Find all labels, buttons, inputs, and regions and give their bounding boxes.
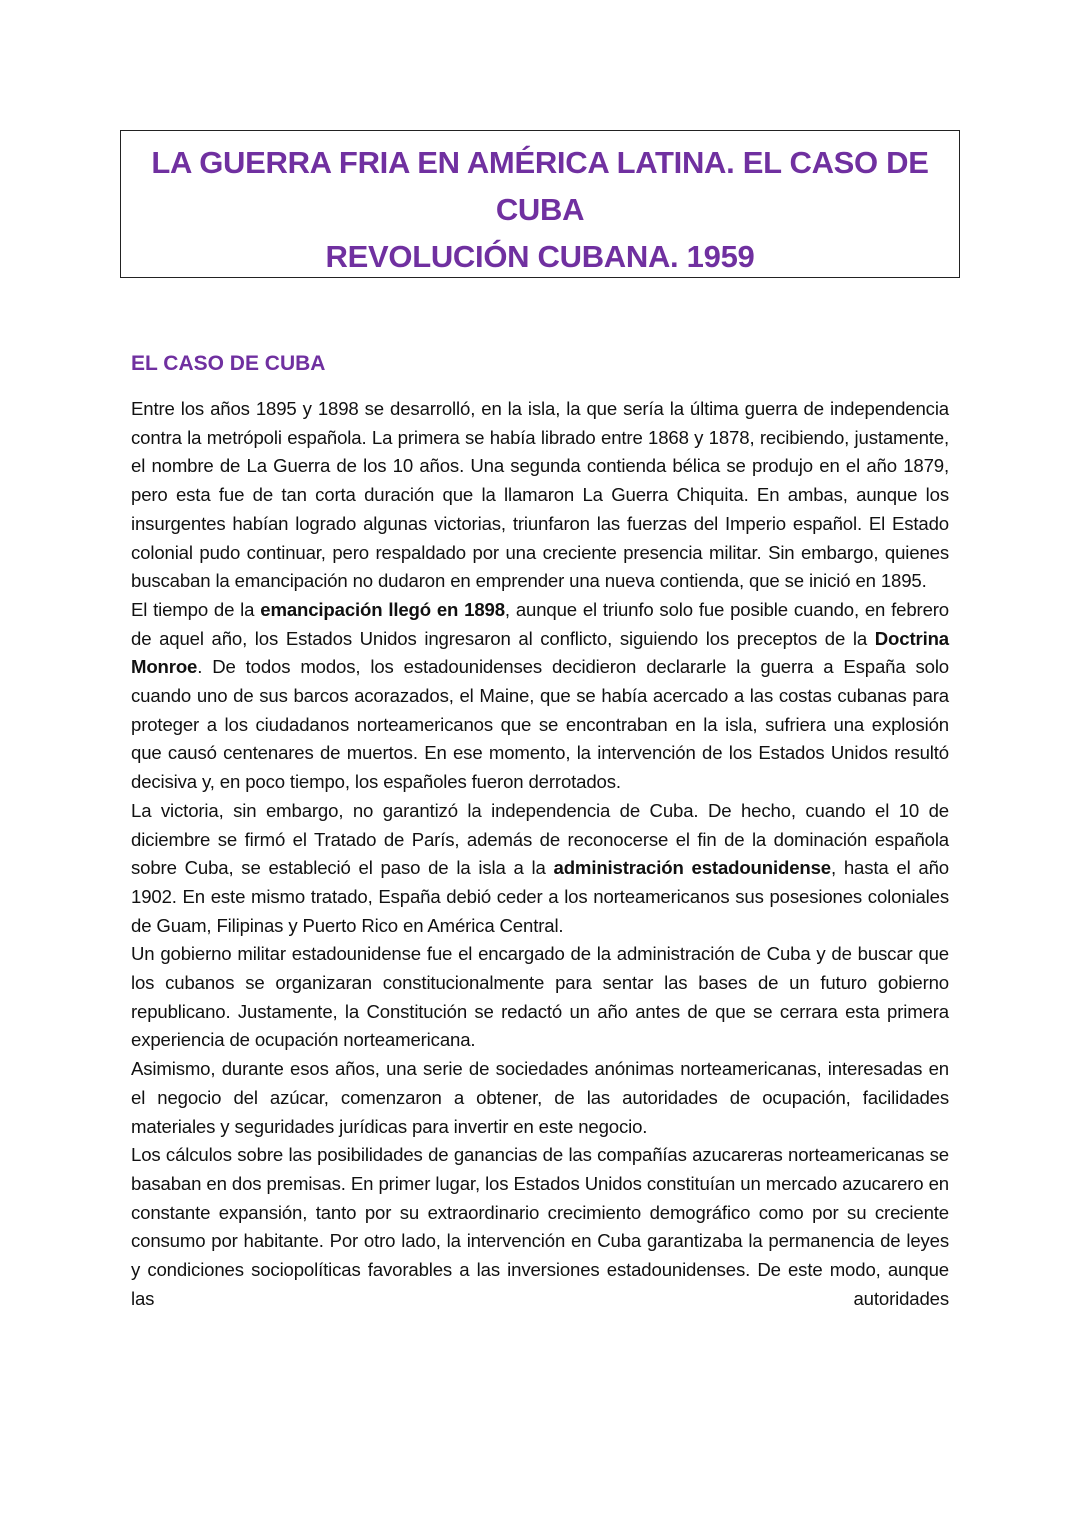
title-line-1: LA GUERRA FRIA EN AMÉRICA LATINA. EL CASO DE (151, 145, 929, 180)
title-line-3: REVOLUCIÓN CUBANA. 1959 (325, 239, 755, 274)
paragraph-3 (131, 797, 949, 941)
paragraph-2-bold-1: emancipación llegó en 1898 (260, 598, 505, 620)
paragraph-2-text-1: El tiempo de la (131, 598, 261, 620)
paragraph-2-bold-2: Doctrina Monroe (131, 627, 949, 678)
paragraph-2-text-3: . De todos modos, los estadounidenses decidieron declararle la guerra a España solo cuando uno de sus barcos acorazados, el Maine, que se había acercado a las costas cubanas para proteger a los ciudadanos norteamericanos que se encontraban en la isla, sufriera una explosión que causó centenares de muertos. En ese momento, la intervención de los Estados Unidos resultó decisiva y, en poco tiempo, los españoles fueron derrotados. (131, 656, 949, 793)
paragraph-3-text-1: La victoria, sin embargo, no garantizó la independencia de Cuba. De hecho, cuando el 10 de diciembre se firmó el Tratado de París, además de reconocerse el fin de la dominación española sobre Cuba, se estableció el paso de la isla a la (131, 799, 949, 879)
paragraph-2-text-2: , aunque el triunfo solo fue posible cuando, en febrero de aquel año, los Estados Unidos ingresaron al conflicto, siguiendo los preceptos de la (131, 598, 950, 649)
paragraph-6: Los cálculos sobre las posibilidades de ganancias de las compañías azucareras norteamericanas se basaban en dos premisas. En primer lugar, los Estados Unidos constituían un mercado azucarero en constante expansión, tanto por su extraordinario crecimiento demográfico como por su creciente consumo por habitante. Por otro lado, la intervención en Cuba garantizaba la permanencia de leyes y condiciones sociopolíticas favorables a las inversiones estadounidenses. De este modo, aunque las autoridades (131, 1144, 949, 1309)
paragraph-3-bold-1: administración estadounidense (553, 857, 831, 879)
paragraph-3-text-2: , hasta el año 1902. En este mismo tratado, España debió ceder a los norteamericanos sus posesiones coloniales de Guam, Filipinas y Puerto Rico en América Central. (131, 857, 949, 936)
body-text (131, 395, 949, 1314)
paragraph-5: Asimismo, durante esos años, una serie de sociedades anónimas norteamericanas, interesadas en el negocio del azúcar, comenzaron a obtener, de las autoridades de ocupación, facilidades materiales y seguridades jurídicas para invertir en este negocio. (131, 1058, 949, 1137)
section-heading: EL CASO DE CUBA (131, 352, 326, 375)
paragraph-2 (131, 596, 949, 797)
paragraph-1: Entre los años 1895 y 1898 se desarrolló, en la isla, la que sería la última guerra de independencia contra la metrópoli española. La primera se había librado entre 1868 y 1878, recibiendo, justamente, el nombre de La Guerra de los 10 años. Una segunda contienda bélica se produjo en el año 1879, pero esta fue de tan corta duración que la llamaron La Guerra Chiquita. En ambas, aunque los insurgentes habían logrado algunas victorias, triunfaron las fuerzas del Imperio español. El Estado colonial pudo continuar, pero respaldado por una creciente presencia militar. Sin embargo, quienes buscaban la emancipación no dudaron en emprender una nueva contienda, que se inició en 1895. (131, 398, 949, 592)
paragraph-4: Un gobierno militar estadounidense fue el encargado de la administración de Cuba y de buscar que los cubanos se organizaran constitucionalmente para sentar las bases de un futuro gobierno republicano. Justamente, la Constitución se redactó un año antes de que se cerrara esta primera experiencia de ocupación norteamericana. (131, 943, 949, 1051)
title-line-2: CUBA (495, 192, 585, 227)
title-box (120, 130, 960, 278)
